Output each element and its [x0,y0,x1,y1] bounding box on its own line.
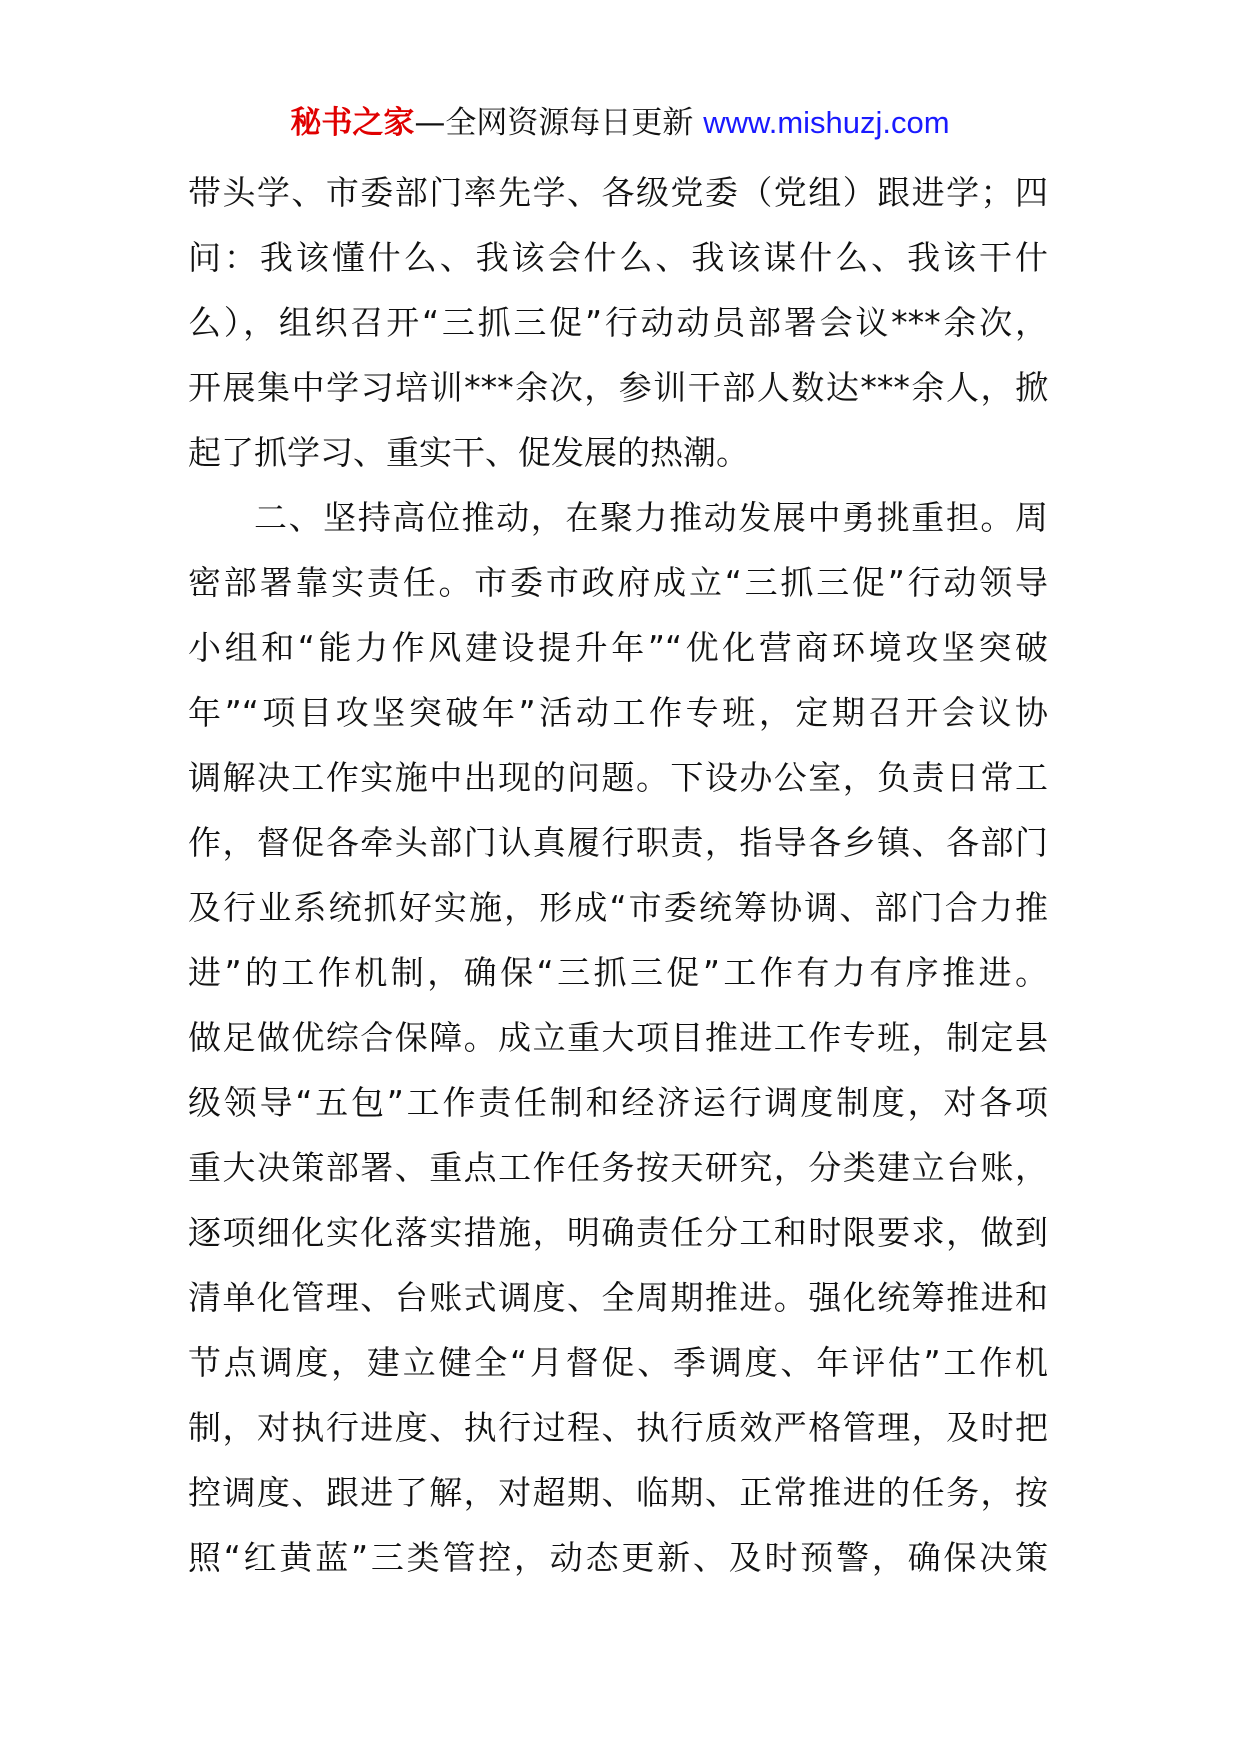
text-line: 作，督促各牵头部门认真履行职责，指导各乡镇、各部门 [188,823,1048,862]
text-line: 节点调度，建立健全“月督促、季调度、年评估”工作机 [188,1343,1048,1382]
text-line: 清单化管理、台账式调度、全周期推进。强化统筹推进和 [188,1278,1048,1317]
text-line: 控调度、跟进了解，对超期、临期、正常推进的任务，按 [188,1473,1048,1512]
text-line: 逐项细化实化落实措施，明确责任分工和时限要求，做到 [188,1213,1048,1252]
text-line: 开展集中学习培训***余次，参训干部人数达***余人，掀 [188,368,1048,407]
text-line: 级领导“五包”工作责任制和经济运行调度制度，对各项 [188,1083,1048,1122]
watermark-header [0,100,1240,146]
text-line: 年”“项目攻坚突破年”活动工作专班，定期召开会议协 [188,693,1048,732]
text-line: 么），组织召开“三抓三促”行动动员部署会议***余次， [188,303,1048,342]
text-line: 问：我该懂什么、我该会什么、我该谋什么、我该干什 [188,238,1048,277]
text-line: 制，对执行进度、执行过程、执行质效严格管理，及时把 [188,1408,1048,1447]
text-line: 及行业系统抓好实施，形成“市委统筹协调、部门合力推 [188,888,1048,927]
document-body [188,160,1048,1590]
site-tagline: —全网资源每日更新 [414,105,694,141]
site-brand: 秘书之家 [290,105,415,141]
text-line: 密部署靠实责任。市委市政府成立“三抓三促”行动领导 [188,563,1048,602]
text-line: 调解决工作实施中出现的问题。下设办公室，负责日常工 [188,758,1048,797]
section-heading-line: 二、坚持高位推动，在聚力推动发展中勇挑重担。周 [254,498,1048,537]
text-line: 照“红黄蓝”三类管控，动态更新、及时预警，确保决策 [188,1538,1048,1577]
text-line: 小组和“能力作风建设提升年”“优化营商环境攻坚突破 [188,628,1048,667]
text-line: 带头学、市委部门率先学、各级党委（党组）跟进学；四 [188,173,1048,212]
text-line: 做足做优综合保障。成立重大项目推进工作专班，制定县 [188,1018,1048,1057]
text-line: 重大决策部署、重点工作任务按天研究，分类建立台账， [188,1148,1048,1187]
site-url: www.mishuzj.com [703,105,950,140]
text-line: 进”的工作机制，确保“三抓三促”工作有力有序推进。 [188,953,1048,992]
text-line: 起了抓学习、重实干、促发展的热潮。 [188,433,749,472]
